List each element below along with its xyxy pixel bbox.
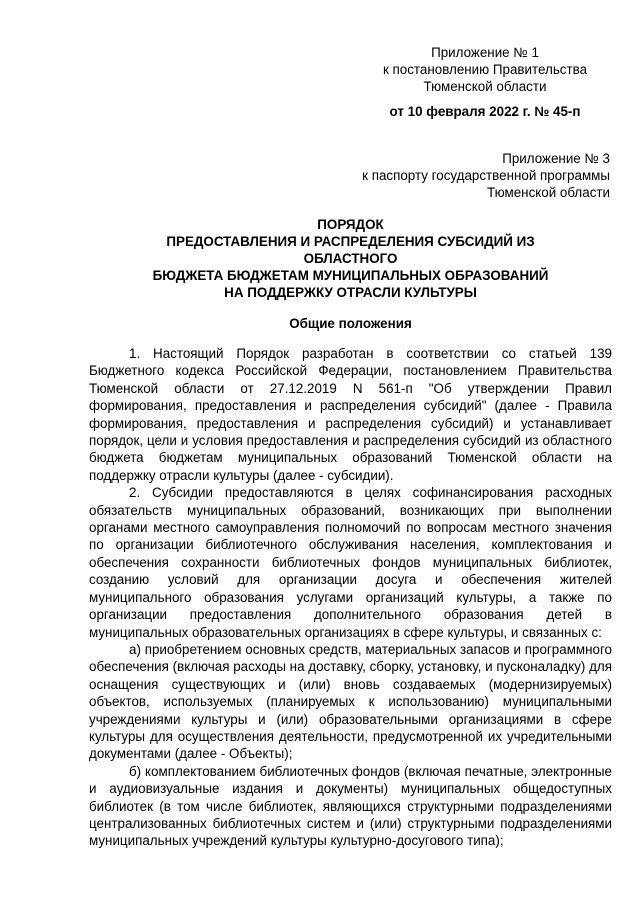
document-title [89, 216, 612, 301]
appendix-3-region: Тюменской области [487, 185, 610, 200]
appendix-1-reference: к постановлению Правительства [382, 62, 588, 77]
appendix-1-region: Тюменской области [423, 79, 547, 94]
paragraph-2: 2. Субсидии предоставляются в целях софинансирования расходных обязательств муниципальных образований, возникающих при выполнении органами местного самоуправления полномочий по вопросам местного значения по организации библиотечного обслуживания населения, комплектования и обеспечения сохранности библиотечных фондов муниципальных библиотек, созданию условий для организации досуга и обеспечения жителей муниципального образования услугами организаций культуры, а также по организации предоставления дополнительного образования детей в муниципальных образовательных организациях в сфере культуры, и связанных с: [89, 485, 612, 640]
section-heading: Общие положения [289, 316, 412, 331]
appendix-3-header [355, 150, 610, 201]
paragraph-3: а) приобретением основных средств, материальных запасов и программного обеспечения (включая расходы на доставку, сборку, установку, и пусконаладку) для оснащения существующих и (или) вновь создаваемых (модернизируемых) объектов, используемых (планируемых к использованию) муниципальными учреждениями культуры и (или) образовательными организациями в сфере культуры для осуществления деятельности, предусмотренной их учредительными документами (далее - Объекты); [89, 641, 612, 762]
title-line-3: ОБЛАСТНОГО [303, 251, 398, 266]
title-line-1: ПОРЯДОК [317, 217, 384, 232]
appendix-3-reference: к паспорту государственной программы [362, 168, 610, 183]
paragraph-4: б) комплектованием библиотечных фондов (включая печатные, электронные и аудиовизуальные издания и документы) муниципальных общедоступных библиотек (в том числе библиотек, являющихся структурными подразделениями централизованных библиотечных систем и (или) структурными подразделениями муниципальных учреждений культуры культурно-досугового типа); [89, 763, 612, 849]
document-body [89, 345, 612, 850]
appendix-3-number: Приложение № 3 [502, 151, 610, 166]
title-line-2: ПРЕДОСТАВЛЕНИЯ И РАСПРЕДЕЛЕНИЯ СУБСИДИЙ ИЗ [166, 234, 535, 249]
appendix-1-header [370, 44, 600, 120]
appendix-1-number: Приложение № 1 [431, 45, 539, 60]
title-line-5: НА ПОДДЕРЖКУ ОТРАСЛИ КУЛЬТУРЫ [224, 285, 477, 300]
paragraph-1: 1. Настоящий Порядок разработан в соответствии со статьей 139 Бюджетного кодекса Российской Федерации, постановлением Правительства Тюменской области от 27.12.2019 N 561-п "Об утверждении Правил формирования, предоставления и распределения субсидий" (далее - Правила формирования, предоставления и распределения субсидий) и устанавливает порядок, цели и условия предоставления и распределения субсидий из областного бюджета бюджетам муниципальных образований Тюменской области на поддержку отрасли культуры (далее - субсидии). [89, 346, 612, 483]
title-line-4: БЮДЖЕТА БЮДЖЕТАМ МУНИЦИПАЛЬНЫХ ОБРАЗОВАНИЙ [152, 268, 549, 283]
appendix-1-date: от 10 февраля 2022 г. № 45-п [389, 104, 581, 119]
